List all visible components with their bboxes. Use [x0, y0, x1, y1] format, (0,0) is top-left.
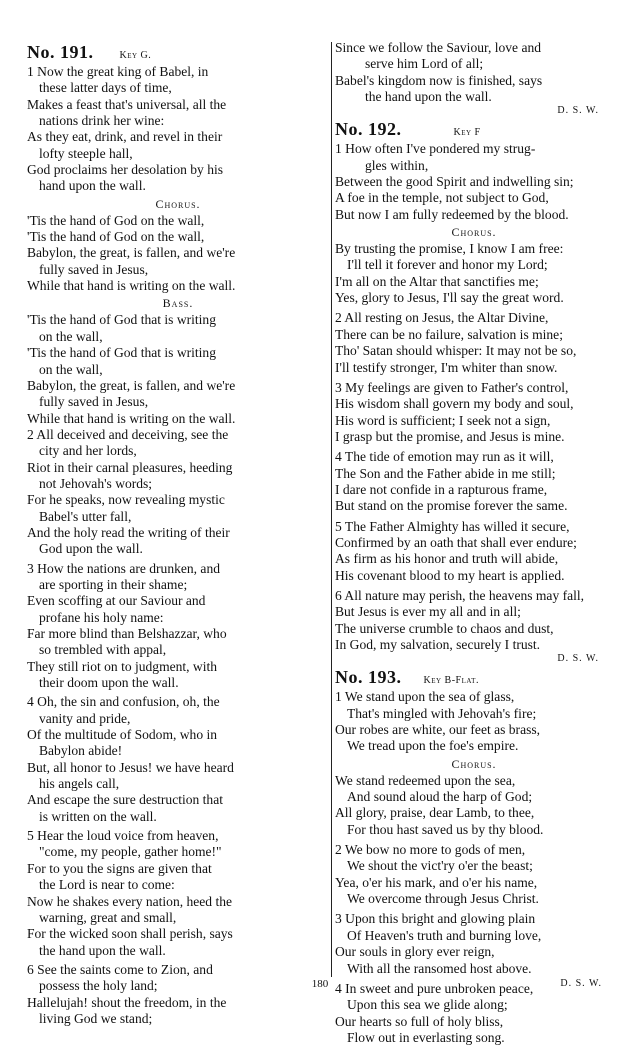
- verse-line: 4 The tide of emotion may run as it will,: [335, 449, 554, 465]
- verse-line: "come, my people, gather home!": [39, 844, 222, 860]
- verse-2: [335, 310, 613, 375]
- verse-line: For the wicked soon shall perish, says: [27, 926, 233, 942]
- verse-line: I'll testify stronger, I'm whiter than snow.: [335, 359, 558, 375]
- verse-line: Even scoffing at our Saviour and: [27, 593, 206, 609]
- hymn-key: Key B-Flat.: [423, 675, 479, 687]
- verse-line: serve him Lord of all;: [365, 56, 484, 72]
- verse-5: [27, 828, 329, 959]
- verse-line: We shout the vict'ry o'er the beast;: [347, 858, 533, 874]
- verse-line: 2 All resting on Jesus, the Altar Divine,: [335, 310, 549, 326]
- verse-line: his angels call,: [39, 776, 120, 792]
- verse-line: But stand on the promise forever the same.: [335, 498, 568, 514]
- verse-line: 6 See the saints come to Zion, and: [27, 961, 213, 977]
- verse-line: They still riot on to judgment, with: [27, 658, 218, 674]
- verse-line: 4 In sweet and pure unbroken peace,: [335, 980, 534, 996]
- verse-line: are sporting in their shame;: [39, 576, 188, 592]
- verse-line: the hand upon the wall.: [365, 89, 492, 105]
- verse-line: And the holy read the writing of their: [27, 524, 230, 540]
- verse-line: The universe crumble to chaos and dust,: [335, 620, 554, 636]
- verse-line: And escape the sure destruction that: [27, 792, 223, 808]
- chorus-line: We stand redeemed upon the sea,: [335, 772, 516, 788]
- verse-line: nations drink her wine:: [39, 113, 165, 129]
- verse-line: We overcome through Jesus Christ.: [347, 891, 539, 907]
- chorus-line: 'Tis the hand of God on the wall,: [27, 229, 205, 245]
- chorus-line: Babylon, the great, is fallen, and we're: [27, 245, 236, 261]
- verse-line: The Son and the Father abide in me still;: [335, 465, 556, 481]
- verse-line: A foe in the temple, not subject to God,: [335, 190, 549, 206]
- verse-line: 1 We stand upon the sea of glass,: [335, 689, 515, 705]
- bass-line: 'Tis the hand of God that is writing: [27, 312, 216, 328]
- verse-line: Our robes are white, our feet as brass,: [335, 722, 541, 738]
- verse-2: [27, 427, 329, 558]
- chorus-line: By trusting the promise, I know I am free:: [335, 241, 564, 257]
- verse-5: [335, 519, 613, 584]
- verse-line: For to you the signs are given that: [27, 860, 212, 876]
- hymn-193-header: [335, 667, 613, 689]
- verse-line: Babel's kingdom now is finished, says: [335, 72, 543, 88]
- verse-line: 3 Upon this bright and glowing plain: [335, 911, 536, 927]
- hymn-192-header: [335, 119, 613, 141]
- verse-line: Now he shakes every nation, heed the: [27, 893, 233, 909]
- verse-line: gles within,: [365, 157, 429, 173]
- verse-line: 6 All nature may perish, the heavens may fall,: [335, 587, 585, 603]
- bass-line: on the wall,: [39, 361, 103, 377]
- chorus-line: While that hand is writing on the wall.: [27, 278, 236, 294]
- column-divider: [331, 42, 332, 977]
- chorus-line: I'll tell it forever and honor my Lord;: [347, 257, 548, 273]
- verse-line: 1 How often I've pondered my strug-: [335, 141, 536, 157]
- verse-1: [335, 141, 613, 223]
- verse-line: That's mingled with Jehovah's fire;: [347, 705, 537, 721]
- chorus-line: I'm all on the Altar that sanctifies me;: [335, 273, 539, 289]
- verse-line: 3 My feelings are given to Father's control,: [335, 379, 569, 395]
- chorus-heading: Chorus.: [155, 196, 201, 211]
- verse-line: I dare not confide in a rapturous frame,: [335, 481, 548, 497]
- verse-2: [335, 842, 613, 907]
- verse-line: 5 The Father Almighty has willed it secure,: [335, 518, 570, 534]
- verse-line: His wisdom shall govern my body and soul,: [335, 396, 574, 412]
- verse-line: Since we follow the Saviour, love and: [335, 40, 542, 55]
- hymn-key: Key F: [453, 127, 481, 139]
- verse-line: 1 Now the great king of Babel, in: [27, 64, 209, 79]
- verse-line: 3 How the nations are drunken, and: [27, 560, 220, 576]
- verse-line: Confirmed by an oath that shall ever endure;: [335, 534, 577, 550]
- verse-line: warning, great and small,: [39, 909, 177, 925]
- verse-line: Upon this sea we glide along;: [347, 997, 508, 1013]
- verse-line: lofty steeple hall,: [39, 145, 133, 161]
- right-column: [335, 40, 613, 1046]
- verse-line: the hand upon the wall.: [39, 942, 166, 958]
- chorus-line: All glory, praise, dear Lamb, to thee,: [335, 805, 535, 821]
- verse-line: For he speaks, now revealing mystic: [27, 492, 225, 508]
- verse-line: Of Heaven's truth and burning love,: [347, 927, 542, 943]
- verse-line: not Jehovah's words;: [39, 475, 153, 491]
- verse-4: [335, 449, 613, 514]
- verse-1: [27, 64, 329, 195]
- verse-line: these latter days of time,: [39, 80, 172, 96]
- verse-line: As they eat, drink, and revel in their: [27, 129, 223, 145]
- verse-line: Makes a feast that's universal, all the: [27, 96, 227, 112]
- hymn-number: No. 192.: [335, 119, 402, 140]
- verse-line: their doom upon the wall.: [39, 675, 179, 691]
- verse-line: city and her lords,: [39, 443, 137, 459]
- chorus-heading: Chorus.: [451, 756, 497, 771]
- hymn-191-header: [27, 42, 329, 64]
- verse-line: Flow out in everlasting song.: [347, 1029, 505, 1045]
- chorus-line: For thou hast saved us by thy blood.: [347, 821, 544, 837]
- verse-6: [335, 588, 613, 653]
- verse-line: Our hearts so full of holy bliss,: [335, 1013, 504, 1029]
- verse-line: Of the multitude of Sodom, who in: [27, 727, 218, 743]
- verse-line: Babel's utter fall,: [39, 508, 132, 524]
- verse-line: With all the ransomed host above.: [347, 960, 532, 976]
- bass-line: on the wall,: [39, 328, 103, 344]
- bass-line: 'Tis the hand of God that is writing: [27, 345, 216, 361]
- author-signature: D. S. W.: [557, 105, 599, 117]
- verse-line: living God we stand;: [39, 1010, 153, 1026]
- verse-1: [335, 689, 613, 754]
- chorus: [27, 213, 329, 295]
- chorus-line: 'Tis the hand of God on the wall,: [27, 212, 205, 228]
- hymn-191-continued: [335, 40, 613, 105]
- chorus: [335, 241, 613, 306]
- hymn-number: No. 193.: [335, 667, 402, 688]
- verse-line: God proclaims her desolation by his: [27, 162, 224, 178]
- verse-line: But Jesus is ever my all and in all;: [335, 604, 521, 620]
- verse-line: But, all honor to Jesus! we have heard: [27, 759, 234, 775]
- verse-line: 5 Hear the loud voice from heaven,: [27, 828, 219, 844]
- bass-part: [27, 312, 329, 426]
- chorus-heading: Chorus.: [451, 225, 497, 240]
- verse-line: Yea, o'er his mark, and o'er his name,: [335, 874, 538, 890]
- bass-line: fully saved in Jesus,: [39, 394, 149, 410]
- bass-line: While that hand is writing on the wall.: [27, 410, 236, 426]
- verse-line: Between the good Spirit and indwelling sin;: [335, 174, 574, 190]
- verse-line: His covenant blood to my heart is applied.: [335, 567, 565, 583]
- verse-4: [27, 694, 329, 825]
- verse-line: the Lord is near to come:: [39, 877, 175, 893]
- verse-3: [335, 380, 613, 445]
- verse-line: Babylon abide!: [39, 743, 123, 759]
- verse-line: Our souls in glory ever reign,: [335, 944, 495, 960]
- chorus-line: And sound aloud the harp of God;: [347, 789, 533, 805]
- verse-line: profane his holy name:: [39, 609, 164, 625]
- verse-line: 4 Oh, the sin and confusion, oh, the: [27, 694, 220, 710]
- verse-line: 2 All deceived and deceiving, see the: [27, 426, 229, 442]
- verse-line: In God, my salvation, securely I trust.: [335, 637, 541, 652]
- verse-line: Riot in their carnal pleasures, heeding: [27, 459, 233, 475]
- verse-line: God upon the wall.: [39, 541, 143, 557]
- verse-line: But now I am fully redeemed by the blood.: [335, 206, 569, 222]
- verse-line: is written on the wall.: [39, 808, 157, 824]
- verse-line: I grasp but the promise, and Jesus is mine.: [335, 428, 565, 444]
- verse-line: hand upon the wall.: [39, 178, 146, 194]
- page-number: 180: [311, 978, 329, 990]
- verse-line: There can be no failure, salvation is mine;: [335, 326, 563, 342]
- author-signature: D. S. W.: [557, 653, 599, 665]
- chorus-line: fully saved in Jesus,: [39, 261, 149, 277]
- bass-heading: Bass.: [162, 296, 194, 311]
- verse-4: [335, 981, 613, 1046]
- verse-line: Far more blind than Belshazzar, who: [27, 626, 227, 641]
- hymn-number: No. 191.: [27, 42, 94, 62]
- verse-line: so trembled with appal,: [39, 642, 167, 658]
- verse-line: As firm as his honor and truth will abide,: [335, 551, 559, 567]
- verse-line: We tread upon the foe's empire.: [347, 738, 519, 754]
- verse-line: His word is sufficient; I seek not a sign,: [335, 412, 551, 428]
- verse-3: [27, 561, 329, 692]
- hymn-key: Key G.: [119, 50, 152, 61]
- chorus-line: Yes, glory to Jesus, I'll say the great word.: [335, 290, 564, 306]
- left-column: [27, 40, 329, 1027]
- author-signature: D. S. W.: [560, 978, 602, 989]
- verse-line: Hallelujah! shout the freedom, in the: [27, 994, 227, 1010]
- verse-6: [27, 962, 329, 1027]
- chorus: [335, 773, 613, 838]
- verse-line: possess the holy land;: [39, 978, 158, 994]
- verse-line: Tho' Satan should whisper: It may not be so,: [335, 343, 577, 359]
- verse-line: 2 We bow no more to gods of men,: [335, 842, 526, 858]
- verse-line: vanity and pride,: [39, 710, 131, 726]
- bass-line: Babylon, the great, is fallen, and we're: [27, 377, 236, 393]
- verse-3: [335, 911, 613, 976]
